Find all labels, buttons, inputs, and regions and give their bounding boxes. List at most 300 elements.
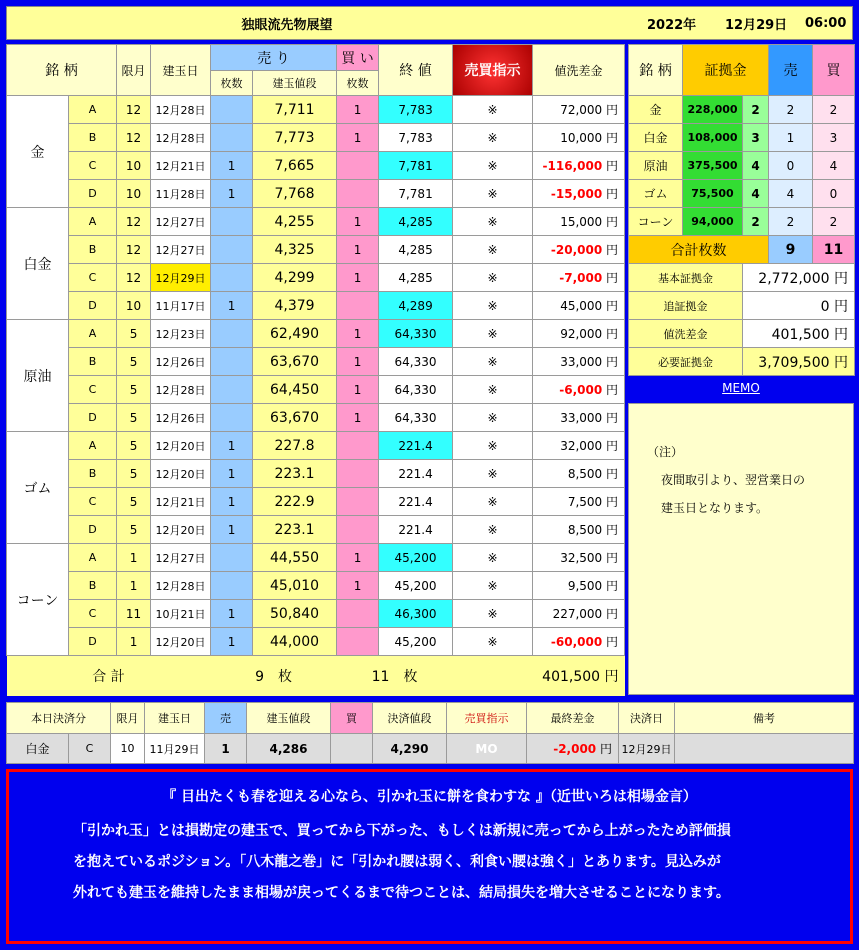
margin-sell: 0 — [769, 152, 813, 180]
row-buy: 1 — [337, 236, 379, 264]
row-sign: ※ — [453, 320, 533, 348]
row-date: 12月29日 — [151, 264, 211, 292]
row-sign: ※ — [453, 236, 533, 264]
row-date: 12月20日 — [151, 460, 211, 488]
margin-buy: 2 — [813, 96, 855, 124]
row-diff: 33,000 円 — [533, 348, 625, 376]
row-month: 5 — [117, 348, 151, 376]
row-code: D — [69, 516, 117, 544]
summary-label: 必要証拠金 — [629, 348, 743, 376]
margin-units: 2 — [743, 96, 769, 124]
margin-name: コーン — [629, 208, 683, 236]
row-code: C — [69, 152, 117, 180]
table-row — [7, 628, 625, 656]
settle-header-gengetsu: 限月 — [111, 703, 145, 734]
memo-line: （注） — [647, 445, 684, 459]
row-buy: 1 — [337, 404, 379, 432]
settle-diff: -2,000 円 — [527, 734, 619, 764]
settle-settle-date: 12月29日 — [619, 734, 675, 764]
title-bar — [6, 6, 853, 40]
page-title: 独眼流先物展望 — [241, 17, 333, 33]
margin-sell: 2 — [769, 96, 813, 124]
margin-header-kai: 買 — [813, 45, 855, 96]
margin-units: 2 — [743, 208, 769, 236]
settle-date: 11月29日 — [145, 734, 205, 764]
row-buy: 1 — [337, 572, 379, 600]
row-date: 10月21日 — [151, 600, 211, 628]
row-close: 45,200 — [379, 628, 453, 656]
row-close: 64,330 — [379, 320, 453, 348]
margin-table — [628, 44, 855, 376]
row-date: 12月20日 — [151, 432, 211, 460]
row-month: 5 — [117, 320, 151, 348]
settle-code: C — [69, 734, 111, 764]
row-date: 12月27日 — [151, 544, 211, 572]
row-month: 10 — [117, 292, 151, 320]
row-price: 222.9 — [253, 488, 337, 516]
table-row — [7, 124, 625, 152]
summary-row — [629, 292, 855, 320]
table-row — [7, 544, 625, 572]
row-diff: 92,000 円 — [533, 320, 625, 348]
header-time: 06:00 — [805, 15, 847, 31]
header-baibai-shiji: 売買指示 — [453, 45, 533, 96]
row-date: 11月17日 — [151, 292, 211, 320]
row-price: 63,670 — [253, 404, 337, 432]
row-sign: ※ — [453, 208, 533, 236]
row-code: D — [69, 628, 117, 656]
row-code: D — [69, 180, 117, 208]
row-price: 45,010 — [253, 572, 337, 600]
row-diff: 9,500 円 — [533, 572, 625, 600]
row-sell — [211, 208, 253, 236]
row-buy: 1 — [337, 96, 379, 124]
margin-amount: 94,000 — [683, 208, 743, 236]
row-close: 7,783 — [379, 124, 453, 152]
row-date: 12月28日 — [151, 124, 211, 152]
row-diff: -6,000 円 — [533, 376, 625, 404]
row-price: 4,379 — [253, 292, 337, 320]
settle-note — [675, 734, 854, 764]
row-sign: ※ — [453, 544, 533, 572]
margin-total-sell: 9 — [769, 236, 813, 264]
header-date: 12月29日 — [725, 17, 788, 33]
row-close: 221.4 — [379, 432, 453, 460]
row-sign: ※ — [453, 460, 533, 488]
row-code: C — [69, 376, 117, 404]
row-date: 12月27日 — [151, 208, 211, 236]
row-sign: ※ — [453, 572, 533, 600]
row-month: 5 — [117, 404, 151, 432]
row-month: 12 — [117, 236, 151, 264]
row-date: 12月28日 — [151, 376, 211, 404]
row-price: 7,773 — [253, 124, 337, 152]
row-month: 5 — [117, 516, 151, 544]
total-buy: 11 枚 — [337, 656, 453, 696]
margin-total-buy: 11 — [813, 236, 855, 264]
settle-sell: 1 — [205, 734, 247, 764]
row-code: B — [69, 236, 117, 264]
row-sign: ※ — [453, 96, 533, 124]
row-buy — [337, 488, 379, 516]
table-row — [7, 460, 625, 488]
settle-header-kessai-nedan: 決済値段 — [373, 703, 447, 734]
quote-paragraph: を抱えているポジション。「八木龍之巻」に「引かれ腰は弱く、利食い腰は強く」とあります。見込みが — [73, 854, 721, 870]
row-price: 4,299 — [253, 264, 337, 292]
margin-amount: 375,500 — [683, 152, 743, 180]
row-code: D — [69, 404, 117, 432]
settle-header-uri: 売 — [205, 703, 247, 734]
row-sell — [211, 264, 253, 292]
row-date: 12月20日 — [151, 516, 211, 544]
row-price: 7,665 — [253, 152, 337, 180]
row-price: 63,670 — [253, 348, 337, 376]
row-sell — [211, 96, 253, 124]
row-buy — [337, 432, 379, 460]
table-row — [7, 292, 625, 320]
row-sell: 1 — [211, 628, 253, 656]
row-sign: ※ — [453, 180, 533, 208]
row-sell: 1 — [211, 432, 253, 460]
margin-buy: 2 — [813, 208, 855, 236]
header-tategyoku-nedan: 建玉値段 — [253, 71, 337, 96]
row-diff: -60,000 円 — [533, 628, 625, 656]
row-code: A — [69, 96, 117, 124]
row-diff: 8,500 円 — [533, 516, 625, 544]
table-row — [7, 208, 625, 236]
row-date: 12月23日 — [151, 320, 211, 348]
settle-header-baibai-shiji: 売買指示 — [447, 703, 527, 734]
row-sell — [211, 124, 253, 152]
total-label: 合 計 — [7, 656, 211, 696]
row-code: B — [69, 460, 117, 488]
summary-row — [629, 320, 855, 348]
summary-row — [629, 264, 855, 292]
settlement-table — [6, 702, 854, 764]
row-sign: ※ — [453, 404, 533, 432]
row-code: B — [69, 348, 117, 376]
settle-instruction: MO — [447, 734, 527, 764]
row-month: 1 — [117, 544, 151, 572]
row-month: 5 — [117, 488, 151, 516]
row-sign: ※ — [453, 348, 533, 376]
row-close: 64,330 — [379, 376, 453, 404]
header-meigara: 銘 柄 — [7, 45, 117, 96]
margin-name: 原油 — [629, 152, 683, 180]
row-price: 227.8 — [253, 432, 337, 460]
row-month: 12 — [117, 124, 151, 152]
row-diff: 32,500 円 — [533, 544, 625, 572]
row-sign: ※ — [453, 628, 533, 656]
row-price: 44,000 — [253, 628, 337, 656]
memo-box — [628, 403, 854, 695]
table-row — [7, 264, 625, 292]
header-kai-maisu: 枚数 — [337, 71, 379, 96]
row-month: 11 — [117, 600, 151, 628]
margin-units: 4 — [743, 180, 769, 208]
header-uri-maisu: 枚数 — [211, 71, 253, 96]
table-row — [7, 404, 625, 432]
row-sell: 1 — [211, 460, 253, 488]
row-diff: 32,000 円 — [533, 432, 625, 460]
margin-name: ゴム — [629, 180, 683, 208]
header-year: 2022年 — [647, 17, 697, 33]
summary-value: 2,772,000 円 — [743, 264, 855, 292]
summary-value: 0 円 — [743, 292, 855, 320]
row-close: 64,330 — [379, 348, 453, 376]
row-diff: 72,000 円 — [533, 96, 625, 124]
margin-buy: 0 — [813, 180, 855, 208]
summary-value: 3,709,500 円 — [743, 348, 855, 376]
row-buy — [337, 628, 379, 656]
row-sign: ※ — [453, 376, 533, 404]
table-row — [7, 376, 625, 404]
quote-box — [6, 769, 853, 944]
row-sign: ※ — [453, 516, 533, 544]
header-uri: 売 り — [211, 45, 337, 71]
row-close: 45,200 — [379, 572, 453, 600]
row-buy — [337, 600, 379, 628]
table-row — [7, 152, 625, 180]
row-month: 5 — [117, 376, 151, 404]
row-diff: 15,000 円 — [533, 208, 625, 236]
row-month: 12 — [117, 264, 151, 292]
row-code: A — [69, 208, 117, 236]
row-sell — [211, 572, 253, 600]
row-sign: ※ — [453, 264, 533, 292]
settle-header-label: 本日決済分 — [7, 703, 111, 734]
margin-row — [629, 208, 855, 236]
row-buy — [337, 516, 379, 544]
margin-sell: 1 — [769, 124, 813, 152]
row-sell — [211, 544, 253, 572]
margin-buy: 4 — [813, 152, 855, 180]
margin-header-uri: 売 — [769, 45, 813, 96]
row-buy: 1 — [337, 348, 379, 376]
row-close: 4,285 — [379, 236, 453, 264]
table-row — [7, 432, 625, 460]
row-close: 221.4 — [379, 516, 453, 544]
margin-sell: 4 — [769, 180, 813, 208]
summary-label: 値洗差金 — [629, 320, 743, 348]
summary-label: 追証拠金 — [629, 292, 743, 320]
row-price: 7,711 — [253, 96, 337, 124]
row-price: 7,768 — [253, 180, 337, 208]
margin-buy: 3 — [813, 124, 855, 152]
margin-name: 金 — [629, 96, 683, 124]
group-name: コーン — [7, 544, 69, 656]
table-row — [7, 180, 625, 208]
row-date: 12月26日 — [151, 348, 211, 376]
memo-link[interactable]: MEMO — [722, 381, 760, 395]
row-buy: 1 — [337, 376, 379, 404]
margin-header-shokokin: 証拠金 — [683, 45, 769, 96]
settle-header-biko: 備考 — [675, 703, 854, 734]
row-sign: ※ — [453, 432, 533, 460]
table-row — [7, 348, 625, 376]
quote-paragraph: 外れても建玉を維持したまま相場が戻ってくるまで待つことは、結局損失を増大させることになります。 — [73, 885, 730, 901]
row-date: 12月27日 — [151, 236, 211, 264]
row-diff: 10,000 円 — [533, 124, 625, 152]
margin-amount: 75,500 — [683, 180, 743, 208]
table-row — [7, 572, 625, 600]
row-code: B — [69, 572, 117, 600]
row-diff: 33,000 円 — [533, 404, 625, 432]
row-date: 12月28日 — [151, 572, 211, 600]
row-diff: -116,000 円 — [533, 152, 625, 180]
row-price: 223.1 — [253, 516, 337, 544]
total-diff: 401,500 円 — [533, 656, 625, 696]
header-tategyokubi: 建玉日 — [151, 45, 211, 96]
memo-line: 建玉日となります。 — [661, 501, 769, 515]
margin-amount: 228,000 — [683, 96, 743, 124]
settle-price: 4,286 — [247, 734, 331, 764]
row-sell — [211, 404, 253, 432]
row-sell — [211, 236, 253, 264]
row-close: 7,783 — [379, 96, 453, 124]
table-row — [7, 96, 625, 124]
row-buy — [337, 180, 379, 208]
summary-value: 401,500 円 — [743, 320, 855, 348]
settle-header-tategyoku-nedan: 建玉値段 — [247, 703, 331, 734]
table-row — [7, 320, 625, 348]
row-sell: 1 — [211, 488, 253, 516]
margin-row — [629, 124, 855, 152]
row-sell: 1 — [211, 152, 253, 180]
row-month: 1 — [117, 572, 151, 600]
row-price: 64,450 — [253, 376, 337, 404]
margin-row — [629, 96, 855, 124]
margin-amount: 108,000 — [683, 124, 743, 152]
margin-name: 白金 — [629, 124, 683, 152]
row-buy: 1 — [337, 208, 379, 236]
row-price: 223.1 — [253, 460, 337, 488]
row-diff: 45,000 円 — [533, 292, 625, 320]
row-month: 12 — [117, 208, 151, 236]
row-diff: -7,000 円 — [533, 264, 625, 292]
row-code: B — [69, 124, 117, 152]
settle-month: 10 — [111, 734, 145, 764]
row-price: 62,490 — [253, 320, 337, 348]
row-month: 5 — [117, 432, 151, 460]
row-buy — [337, 152, 379, 180]
row-sell — [211, 320, 253, 348]
row-month: 5 — [117, 460, 151, 488]
row-date: 12月21日 — [151, 488, 211, 516]
settle-name: 白金 — [7, 734, 69, 764]
settle-header-tategyokubi: 建玉日 — [145, 703, 205, 734]
settle-header-saishu-sagaku: 最終差金 — [527, 703, 619, 734]
row-sign: ※ — [453, 152, 533, 180]
total-spacer — [453, 656, 533, 696]
row-month: 10 — [117, 152, 151, 180]
row-sell — [211, 376, 253, 404]
table-row — [7, 600, 625, 628]
settle-buy — [331, 734, 373, 764]
settle-price-final: 4,290 — [373, 734, 447, 764]
row-close: 7,781 — [379, 180, 453, 208]
row-month: 1 — [117, 628, 151, 656]
row-close: 7,781 — [379, 152, 453, 180]
row-date: 12月20日 — [151, 628, 211, 656]
header-kai: 買 い — [337, 45, 379, 71]
row-sign: ※ — [453, 600, 533, 628]
margin-total-label: 合計枚数 — [629, 236, 769, 264]
row-code: A — [69, 432, 117, 460]
margin-row — [629, 180, 855, 208]
row-close: 221.4 — [379, 488, 453, 516]
row-price: 4,255 — [253, 208, 337, 236]
row-diff: 8,500 円 — [533, 460, 625, 488]
positions-table — [6, 44, 625, 696]
row-date: 12月21日 — [151, 152, 211, 180]
group-name: 金 — [7, 96, 69, 208]
quote-paragraph: 「引かれ玉」とは損勘定の建玉で、買ってから下がった、もしくは新規に売ってから上がったため評価損 — [73, 823, 731, 839]
header-owarine: 終 値 — [379, 45, 453, 96]
row-close: 221.4 — [379, 460, 453, 488]
row-diff: 227,000 円 — [533, 600, 625, 628]
total-sell: 9 枚 — [211, 656, 337, 696]
row-price: 44,550 — [253, 544, 337, 572]
row-sell: 1 — [211, 180, 253, 208]
row-code: C — [69, 600, 117, 628]
margin-units: 3 — [743, 124, 769, 152]
row-date: 12月26日 — [151, 404, 211, 432]
row-diff: -20,000 円 — [533, 236, 625, 264]
row-sell — [211, 348, 253, 376]
row-buy: 1 — [337, 544, 379, 572]
settle-header-kai: 買 — [331, 703, 373, 734]
row-month: 12 — [117, 96, 151, 124]
row-close: 45,200 — [379, 544, 453, 572]
row-price: 4,325 — [253, 236, 337, 264]
row-price: 50,840 — [253, 600, 337, 628]
row-month: 10 — [117, 180, 151, 208]
row-close: 64,330 — [379, 404, 453, 432]
row-sell: 1 — [211, 600, 253, 628]
row-close: 46,300 — [379, 600, 453, 628]
row-sell: 1 — [211, 292, 253, 320]
row-date: 11月28日 — [151, 180, 211, 208]
row-sign: ※ — [453, 292, 533, 320]
summary-row — [629, 348, 855, 376]
row-buy: 1 — [337, 264, 379, 292]
summary-label: 基本証拠金 — [629, 264, 743, 292]
header-nearai-sagaku: 値洗差金 — [533, 45, 625, 96]
margin-header-meigara: 銘 柄 — [629, 45, 683, 96]
margin-row — [629, 152, 855, 180]
row-buy — [337, 460, 379, 488]
table-row — [7, 236, 625, 264]
row-code: A — [69, 320, 117, 348]
group-name: 白金 — [7, 208, 69, 320]
quote-title: 『 目出たくも春を迎える心なら、引かれ玉に餅を食わすな 』（近世いろは相場金言） — [162, 789, 697, 805]
row-code: D — [69, 292, 117, 320]
row-diff: 7,500 円 — [533, 488, 625, 516]
row-code: A — [69, 544, 117, 572]
row-close: 4,289 — [379, 292, 453, 320]
row-sign: ※ — [453, 124, 533, 152]
settle-header-kessaibi: 決済日 — [619, 703, 675, 734]
row-buy: 1 — [337, 124, 379, 152]
margin-sell: 2 — [769, 208, 813, 236]
memo-line: 夜間取引より、翌営業日の — [661, 473, 806, 487]
row-sign: ※ — [453, 488, 533, 516]
row-code: C — [69, 488, 117, 516]
group-name: ゴム — [7, 432, 69, 544]
group-name: 原油 — [7, 320, 69, 432]
row-code: C — [69, 264, 117, 292]
